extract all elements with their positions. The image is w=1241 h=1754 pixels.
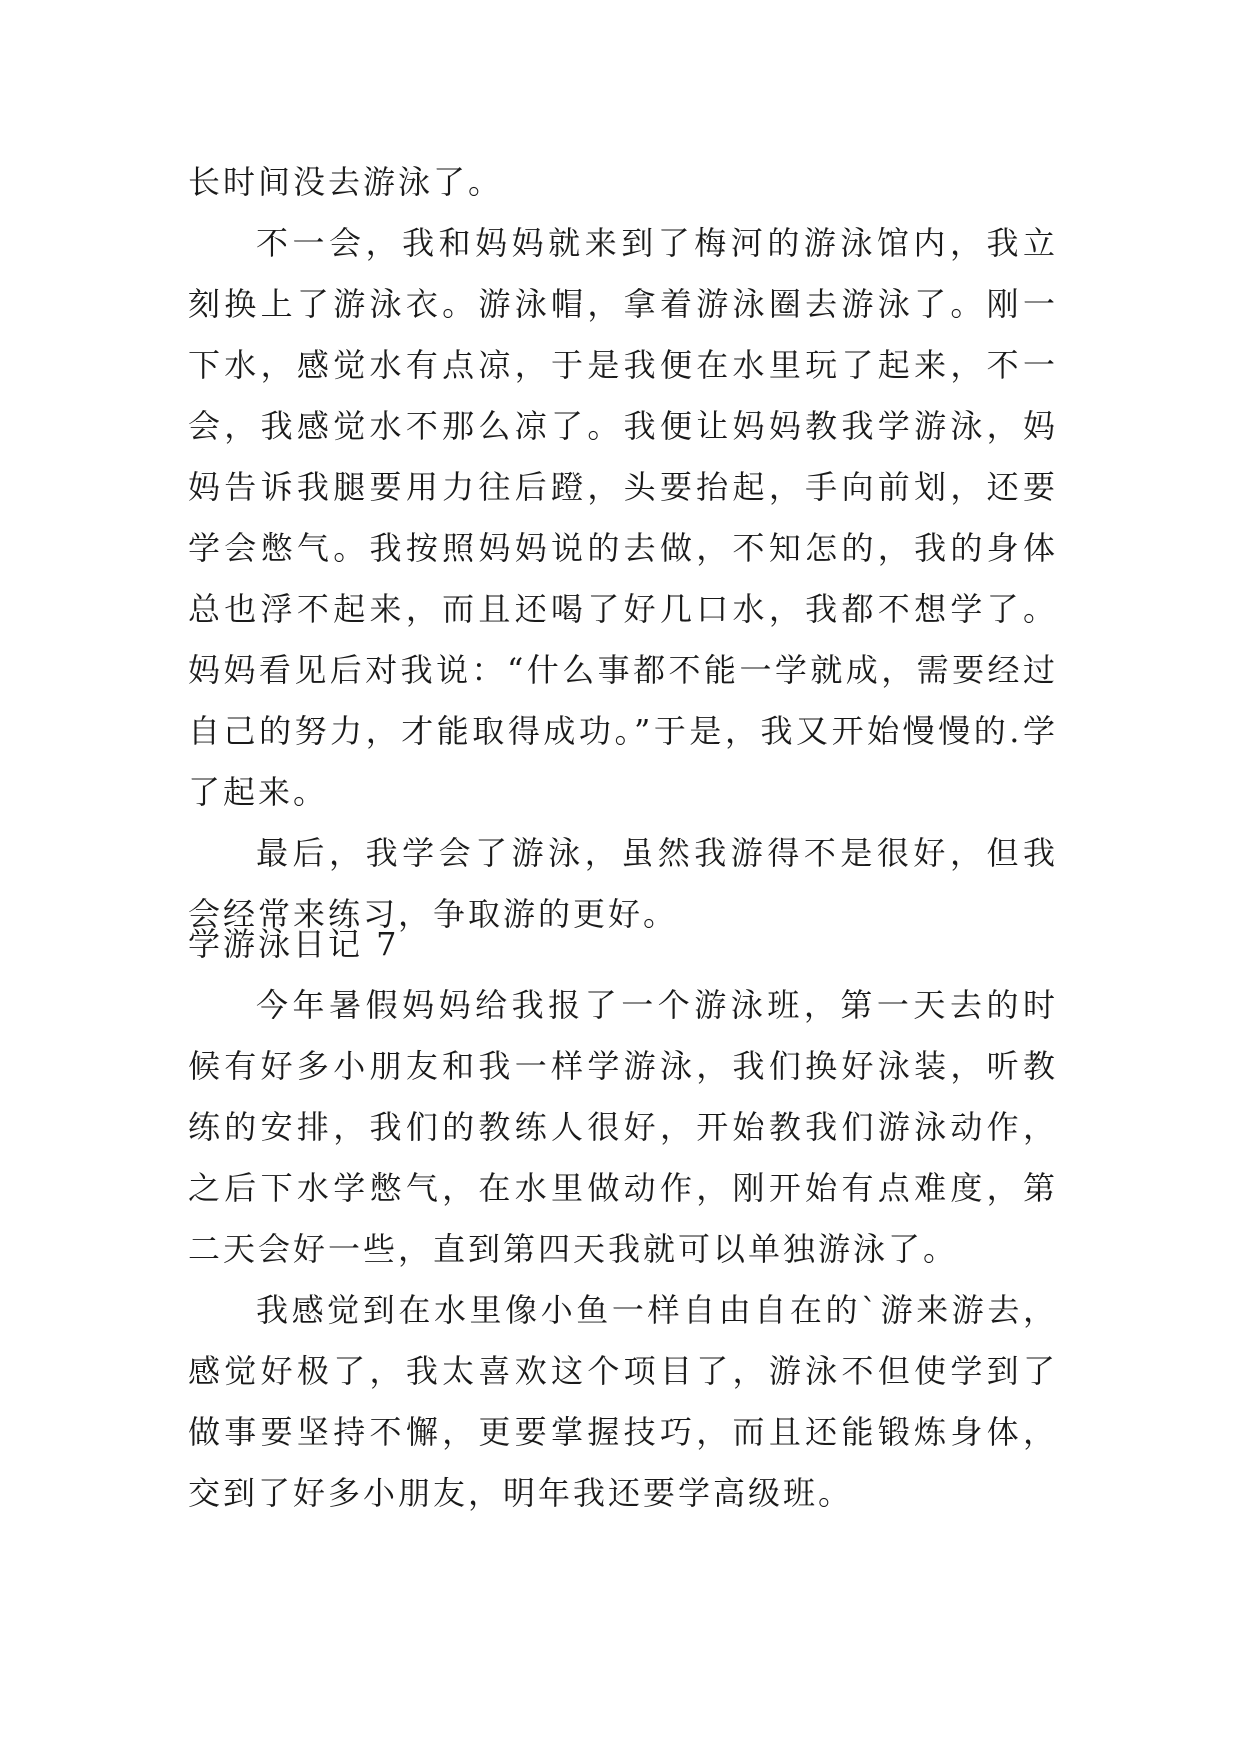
section-title: 学游泳日记 7 [188,925,400,963]
continuation-paragraph: 长时间没去游泳了。 [188,163,504,201]
paragraph-feelings: 我感觉到在水里像小鱼一样自由自在的`游来游去，感觉好极了，我太喜欢这个项目了，游泳不但使学到了做事要坚持不懈，更要掌握技巧，而且还能锻炼身体，交到了好多小朋友，明年我还要学高级班。 [188,1291,1058,1512]
paragraph-swim-class: 今年暑假妈妈给我报了一个游泳班，第一天去的时候有好多小朋友和我一样学游泳，我们换好泳装，听教练的安排，我们的教练人很好，开始教我们游泳动作，之后下水学憋气，在水里做动作，刚开始有点难度，第二天会好一些，直到第四天我就可以单独游泳了。 [188,986,1058,1268]
paragraph-swimming-pool: 不一会，我和妈妈就来到了梅河的游泳馆内，我立刻换上了游泳衣。游泳帽，拿着游泳圈去游泳了。刚一下水，感觉水有点凉，于是我便在水里玩了起来，不一会，我感觉水不那么凉了。我便让妈妈教我学游泳，妈妈告诉我腿要用力往后蹬，头要抬起，手向前划，还要学会憋气。我按照妈妈说的去做，不知怎的，我的身体总也浮不起来，而且还喝了好几口水，我都不想学了。妈妈看见后对我说：“什么事都不能一学就成，需要经过自己的努力，才能取得成功。”于是，我又开始慢慢的.学了起来。 [188,224,1058,811]
diary-body-part-1 [188,152,1058,945]
paragraph-conclusion: 最后，我学会了游泳，虽然我游得不是很好，但我会经常来练习，争取游的更好。 [188,834,1058,933]
diary-body-part-2 [188,975,1058,1524]
